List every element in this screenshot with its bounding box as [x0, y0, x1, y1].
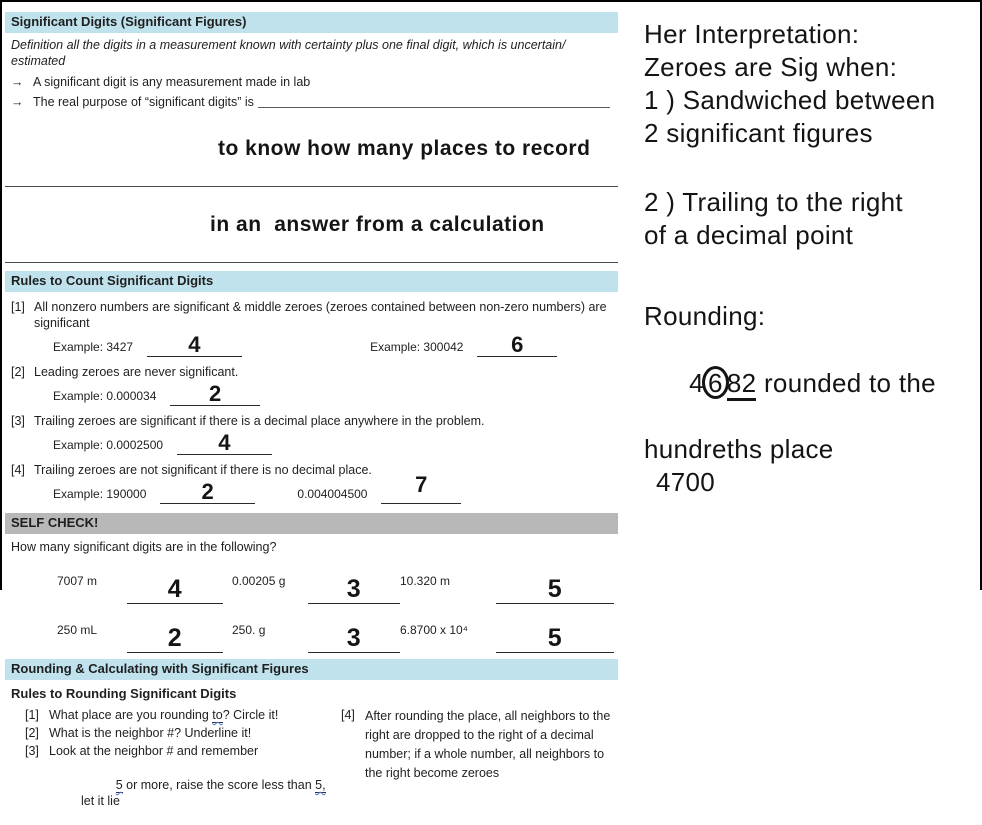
answer-blank: [160, 480, 255, 504]
rule-text: Look at the neighbor # and remember: [49, 744, 259, 758]
answer-blank: [381, 472, 461, 504]
note-line: Her Interpretation:: [644, 19, 860, 49]
self-check-item: [232, 559, 400, 604]
note-line: 2 significant figures: [644, 118, 873, 148]
answer-blank: [496, 625, 614, 653]
note-gap: [644, 252, 972, 300]
rounding-rule-3: [25, 743, 333, 759]
self-check-item: [57, 608, 232, 653]
example-label: Example: 0.0002500: [53, 438, 164, 452]
rule-number: [3]: [25, 744, 39, 758]
worksheet: [2, 2, 618, 808]
rounding-rule-4: [341, 707, 623, 783]
count-rule-4: [11, 462, 612, 478]
example-label: Example: 300042: [370, 340, 464, 354]
answer-blank: [170, 382, 260, 406]
bullet-line: [11, 74, 612, 90]
note-rounding-result: 4700: [656, 467, 716, 497]
self-check-question: How many significant digits are in the following?: [11, 540, 277, 554]
section-title-rules-to-count: Rules to Count Significant Digits: [5, 271, 618, 292]
rounding-rules-right: [341, 705, 623, 825]
self-check-grid: [5, 559, 618, 653]
note-line: of a decimal point: [644, 220, 854, 250]
rule-number: [2]: [25, 726, 39, 740]
handwritten-answer: 4: [167, 575, 183, 603]
rule-text: Trailing zeroes are not significant if there is no decimal place.: [34, 463, 372, 477]
note-line: Zeroes are Sig when:: [644, 52, 898, 82]
self-check-item: [400, 608, 618, 653]
example-label: Example: 0.000034: [53, 389, 157, 403]
rounding-rules-left: [25, 705, 333, 825]
rule-text: Leading zeroes are never significant.: [34, 365, 239, 379]
note-line: hundreths place: [644, 434, 834, 464]
self-check-item: [400, 559, 618, 604]
answer-blank: [177, 431, 272, 455]
section-title-rounding: Rounding & Calculating with Significant Figures: [5, 659, 618, 680]
note-line: Rounding:: [644, 301, 766, 331]
rule-number: [1]: [25, 708, 39, 722]
handwritten-answer: 3: [346, 575, 362, 603]
count-rule-1-examples: [53, 333, 618, 357]
count-rule-2: [11, 364, 612, 380]
bullet-text: The real purpose of “significant digits” is: [33, 95, 254, 109]
example-label: Example: 3427: [53, 340, 134, 354]
definition-line: Definition all the digits in a measurement known with certainty plus one final digit, which is uncertain/ estimated: [11, 38, 566, 68]
rule-number: [2]: [11, 365, 25, 379]
answer-blank: [127, 625, 223, 653]
handwritten-notes: [618, 2, 980, 590]
answer-blank: [477, 333, 557, 357]
self-check-label: 6.8700 x 10⁴: [400, 623, 468, 637]
count-rule-1: [11, 299, 612, 331]
handwritten-answer: 7: [415, 472, 428, 497]
self-check-label: 250 mL: [57, 623, 98, 637]
section-title-significant-digits: Significant Digits (Significant Figures): [5, 12, 618, 33]
underlined-digits: 82: [727, 368, 757, 401]
arrow-icon: →: [11, 95, 24, 109]
count-rule-2-example: [53, 382, 618, 406]
arrow-icon: →: [11, 75, 24, 89]
rounding-rule-3-detail: 5 or more, raise the score less than 5, let it lie: [81, 778, 330, 808]
underlined-word: 5,: [315, 778, 326, 792]
handwritten-answer: 5: [547, 624, 563, 652]
handwritten-answer: 6: [511, 332, 524, 357]
rule-text: What is the neighbor #? Underline it!: [49, 726, 252, 740]
example-label: Example: 190000: [53, 487, 147, 501]
rule-text: After rounding the place, all neighbors to the right are dropped to the right of a decimal number; if a whole number, all neighbors to the right become zeroes: [365, 709, 611, 780]
answer-blank: [308, 576, 400, 604]
note-rounding-example: 4 6 82 rounded to the: [644, 333, 972, 433]
handwritten-purpose-line-2: in an answer from a calculation: [5, 187, 618, 263]
answer-blank: [496, 576, 614, 604]
underlined-word: 5: [115, 778, 123, 792]
rounding-subtitle: Rules to Rounding Significant Digits: [11, 686, 237, 701]
count-rule-3: [11, 413, 612, 429]
answer-blank: [147, 333, 242, 357]
handwritten-answer: 5: [547, 575, 563, 603]
handwritten-answer: 2: [209, 381, 222, 406]
answer-blank: [127, 576, 223, 604]
rounding-rule-1: [25, 707, 333, 723]
self-check-label: 0.00205 g: [232, 574, 286, 588]
self-check-item: [57, 559, 232, 604]
self-check-item: [232, 608, 400, 653]
rule-text: All nonzero numbers are significant & middle zeroes (zeroes contained between non-zero numbers) are significant: [34, 300, 607, 330]
rule-number: [4]: [341, 708, 355, 722]
self-check-label: 250. g: [232, 623, 266, 637]
count-rule-3-example: [53, 431, 618, 455]
rounding-rule-2: [25, 725, 333, 741]
self-check-label: 7007 m: [57, 574, 98, 588]
rule-number: [3]: [11, 414, 25, 428]
rule-number: [1]: [11, 300, 25, 314]
bullet-text: A significant digit is any measurement made in lab: [33, 75, 311, 89]
handwritten-answer: 2: [201, 479, 215, 504]
answer-blank: [308, 625, 400, 653]
self-check-label: 10.320 m: [400, 574, 451, 588]
note-gap: [644, 150, 972, 186]
rule-number: [4]: [11, 463, 25, 477]
example-label: 0.004004500: [297, 487, 368, 501]
fill-in-blank-line: [258, 94, 610, 108]
rule-text: What place are you rounding to? Circle it!: [49, 708, 279, 722]
underlined-word: to: [212, 708, 223, 722]
handwritten-answer: 4: [188, 332, 201, 357]
note-line: 2 ) Trailing to the right: [644, 187, 903, 217]
handwritten-answer: 3: [346, 624, 362, 652]
note-line: 1 ) Sandwiched between: [644, 85, 936, 115]
rounding-rules-columns: [25, 705, 618, 825]
handwritten-answer: 4: [218, 430, 231, 455]
handwritten-purpose-line-1: to know how many places to record: [5, 111, 618, 187]
count-rule-4-examples: [53, 472, 618, 504]
circled-digit: 6: [702, 366, 729, 399]
rule-text: Trailing zeroes are significant if there is a decimal place anywhere in the problem.: [34, 414, 485, 428]
bullet-line: [11, 94, 612, 110]
handwritten-answer: 2: [167, 624, 183, 652]
section-title-self-check: SELF CHECK!: [5, 513, 618, 534]
